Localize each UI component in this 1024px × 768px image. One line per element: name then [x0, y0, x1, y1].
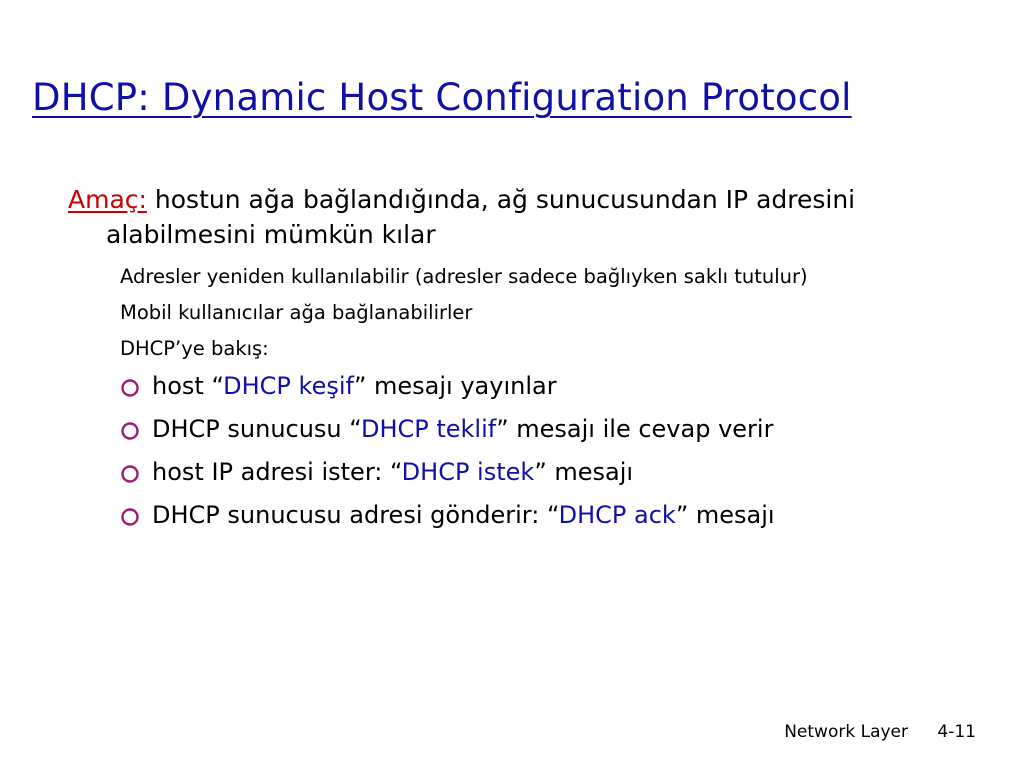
hollow-circle-bullet-icon [120, 506, 142, 528]
step-text-after: ” mesajı ile cevap verir [496, 415, 774, 443]
sub-point-address-reuse: Adresler yeniden kullanılabilir (adresler sadece bağlıyken saklı tutulur) [120, 265, 808, 288]
step-highlight-ack: DHCP ack [558, 501, 676, 529]
hollow-circle-bullet-icon [120, 420, 142, 442]
hollow-circle-bullet-icon [120, 463, 142, 485]
dhcp-steps-list [68, 370, 968, 532]
step-text-after: ” mesajı [675, 501, 775, 529]
list-item [120, 370, 872, 403]
step-text-after: ” mesajı yayınlar [353, 372, 557, 400]
hollow-circle-bullet-icon [120, 377, 142, 399]
list-item [120, 456, 872, 489]
footer-section-name: Network Layer [784, 722, 908, 742]
step-text-before: DHCP sunucusu “ [152, 415, 361, 443]
goal-text: hostun ağa bağlandığında, ağ sunucusundan IP adresini alabilmesini mümkün kılar [106, 185, 856, 249]
sub-point-mobile-users: Mobil kullanıcılar ağa bağlanabilirler [120, 301, 473, 324]
slide-footer [784, 722, 976, 742]
step-text-before: host “ [152, 372, 224, 400]
slide-title: DHCP: Dynamic Host Configuration Protocol [32, 76, 852, 119]
list-item [120, 499, 872, 532]
footer-page-number: 4-11 [937, 722, 976, 742]
step-text-before: DHCP sunucusu adresi gönderir: “ [152, 501, 559, 529]
slide-body [68, 182, 968, 542]
step-highlight-discover: DHCP keşif [223, 372, 354, 400]
step-text-before: host IP adresi ister: “ [152, 458, 402, 486]
step-text-after: ” mesajı [534, 458, 634, 486]
goal-paragraph [68, 182, 968, 252]
list-item [120, 413, 872, 446]
sub-point-overview: DHCP’ye bakış: [120, 337, 269, 360]
goal-label: Amaç: [68, 185, 147, 214]
step-highlight-request: DHCP istek [401, 458, 535, 486]
step-highlight-offer: DHCP teklif [360, 415, 497, 443]
